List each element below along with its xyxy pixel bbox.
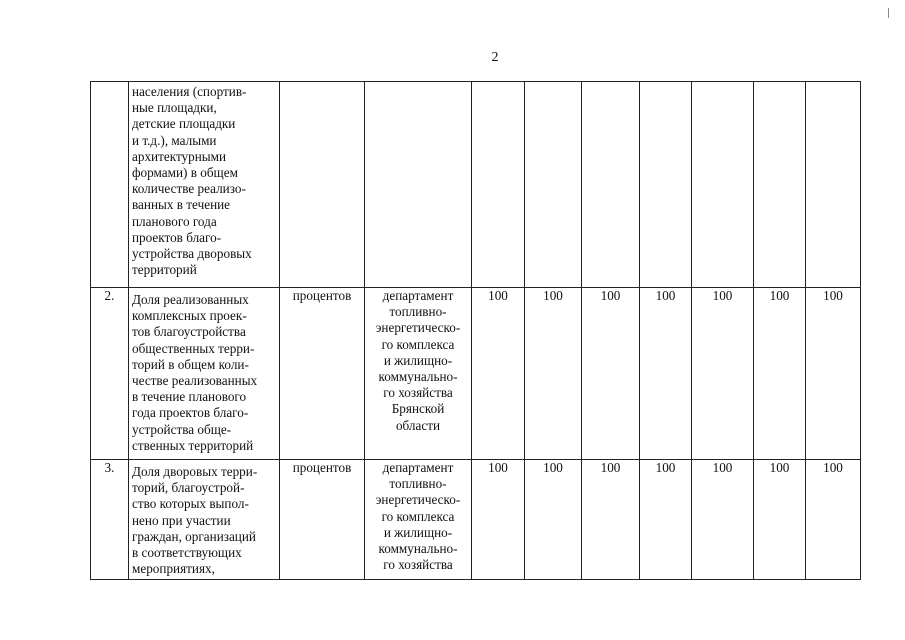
text-line: количестве реализо- — [132, 181, 246, 197]
row-number: 2. — [91, 288, 129, 460]
value-cell: 100 — [582, 288, 640, 460]
text-line: Брянской — [391, 401, 445, 417]
text-line: граждан, организаций — [132, 528, 256, 544]
value-cell — [640, 82, 692, 288]
text-line: общественных терри- — [132, 340, 255, 356]
text-line: го хозяйства — [383, 557, 453, 573]
department-cell — [365, 82, 472, 288]
department-cell — [365, 460, 472, 580]
text-line: торий в общем коли- — [132, 356, 249, 372]
text-line: ные площадки, — [132, 100, 217, 116]
indicator-name — [129, 288, 280, 460]
text-line: в соответствующих — [132, 545, 242, 561]
text-line: проектов благо- — [132, 229, 222, 245]
value-cell — [692, 82, 754, 288]
value-cell — [525, 82, 582, 288]
text-line: департамент — [382, 460, 454, 475]
text-line: и жилищно- — [383, 352, 453, 368]
text-line: энергетическо- — [375, 320, 461, 336]
value-cell: 100 — [754, 288, 806, 460]
text-line: го комплекса — [381, 336, 455, 352]
indicator-name — [129, 82, 280, 288]
text-line: топливно- — [389, 304, 447, 320]
text-line: населения (спортив- — [132, 84, 247, 99]
value-cell: 100 — [806, 460, 861, 580]
text-line: в течение планового — [132, 389, 247, 405]
value-cell: 100 — [582, 460, 640, 580]
text-line: формами) в общем — [132, 165, 238, 181]
text-line: планового года — [132, 213, 217, 229]
unit-cell — [280, 82, 365, 288]
text-line: торий, благоустрой- — [132, 480, 245, 496]
page-number: 2 — [491, 50, 499, 65]
text-line: тов благоустройства — [132, 324, 246, 340]
value-cell — [582, 82, 640, 288]
value-cell — [806, 82, 861, 288]
text-line: архитектурными — [132, 148, 227, 164]
scan-mark — [888, 8, 889, 18]
text-line: ство которых выпол- — [132, 496, 249, 512]
table-row — [91, 460, 861, 580]
text-line: устройства дворовых — [132, 246, 252, 262]
indicator-name — [129, 460, 280, 580]
text-line: топливно- — [389, 476, 447, 492]
text-line: го хозяйства — [383, 385, 453, 401]
value-cell — [472, 82, 525, 288]
text-line: Доля реализованных — [132, 292, 249, 307]
text-line: департамент — [382, 288, 454, 303]
value-cell: 100 — [692, 460, 754, 580]
text-line: коммунально- — [378, 369, 458, 385]
row-number: 3. — [91, 460, 129, 580]
department-cell — [365, 288, 472, 460]
value-cell: 100 — [525, 460, 582, 580]
text-line: ванных в течение — [132, 197, 231, 213]
text-line: мероприятиях, — [132, 561, 215, 577]
unit-cell: процентов — [280, 288, 365, 460]
text-line: года проектов благо- — [132, 405, 249, 421]
text-line: детские площадки — [132, 116, 236, 132]
text-line: устройства обще- — [132, 421, 232, 437]
value-cell: 100 — [640, 288, 692, 460]
text-line: и жилищно- — [383, 524, 453, 540]
row-number — [91, 82, 129, 288]
text-line: ственных территорий — [132, 437, 254, 453]
table-row — [91, 82, 861, 288]
text-line: нено при участии — [132, 512, 231, 528]
value-cell: 100 — [472, 460, 525, 580]
text-line: го комплекса — [381, 508, 455, 524]
text-line: области — [395, 417, 441, 433]
value-cell: 100 — [692, 288, 754, 460]
text-line: и т.д.), малыми — [132, 132, 217, 148]
text-line: честве реализованных — [132, 373, 258, 389]
unit-cell: процентов — [280, 460, 365, 580]
text-line: энергетическо- — [375, 492, 461, 508]
table-row — [91, 288, 861, 460]
text-line: коммунально- — [378, 541, 458, 557]
value-cell: 100 — [472, 288, 525, 460]
indicators-table — [90, 81, 861, 580]
text-line: Доля дворовых терри- — [132, 464, 258, 479]
value-cell: 100 — [806, 288, 861, 460]
value-cell: 100 — [754, 460, 806, 580]
value-cell — [754, 82, 806, 288]
value-cell: 100 — [525, 288, 582, 460]
text-line: комплексных проек- — [132, 308, 247, 324]
text-line: территорий — [132, 262, 197, 278]
value-cell: 100 — [640, 460, 692, 580]
